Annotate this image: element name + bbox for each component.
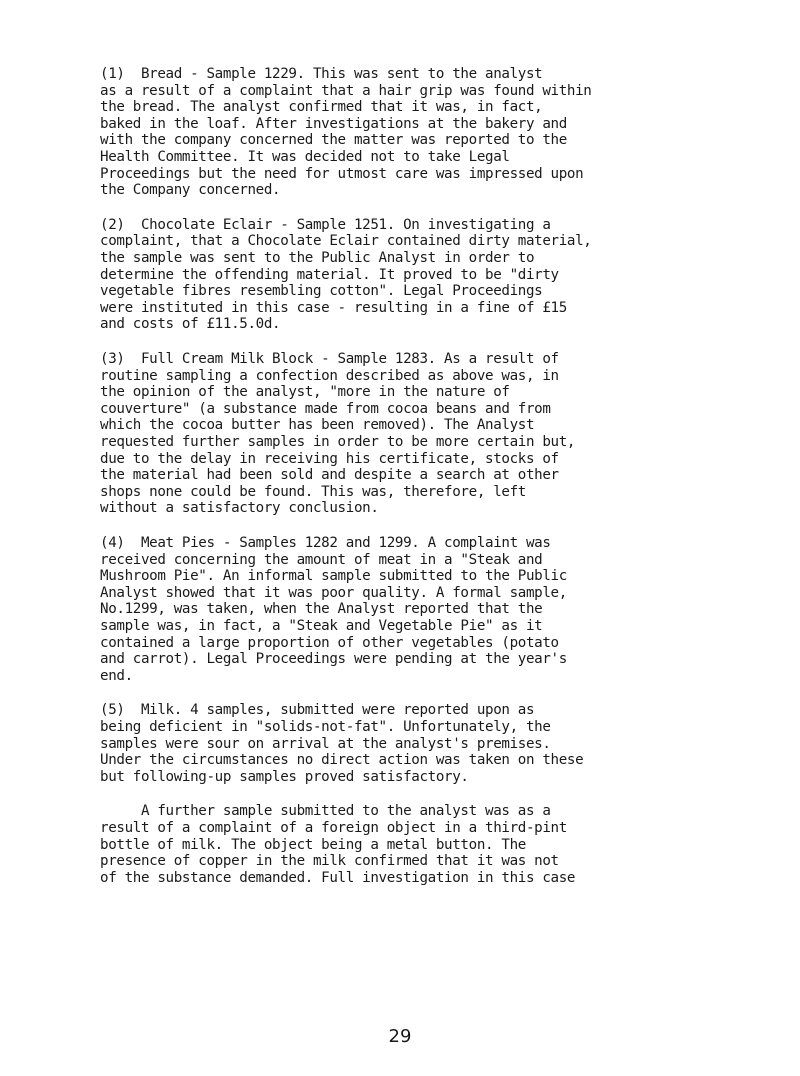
text-line: and carrot). Legal Proceedings were pending at the year's [100,651,567,668]
text-line: couverture" (a substance made from cocoa beans and from [100,400,551,417]
text-line: complaint, that a Chocolate Eclair contained dirty material, [100,233,592,250]
text-line: (1) Bread - Sample 1229. This was sent to the analyst [100,66,543,82]
paragraph-3 [100,351,780,517]
text-line: (5) Milk. 4 samples, submitted were reported upon as [100,702,535,719]
text-line: the opinion of the analyst, "more in the nature of [100,384,510,401]
text-line: of the substance demanded. Full investigation in this case [100,869,576,886]
text-line: the bread. The analyst confirmed that it was, in fact, [100,99,543,116]
text-line: Proceedings but the need for utmost care was impressed upon [100,165,584,182]
paragraph-4 [100,535,780,684]
text-line: contained a large proportion of other vegetables (potato [100,634,559,651]
paragraph-5 [100,702,780,785]
text-line: the material had been sold and despite a search at other [100,467,559,484]
paragraph-6-visible [100,803,780,886]
text-line: No.1299, was taken, when the Analyst reported that the [100,601,543,618]
text-line: (4) Meat Pies - Samples 1282 and 1299. A complaint was [100,535,551,551]
text-line: but following-up samples proved satisfactory. [100,768,469,785]
text-line: Health Committee. It was decided not to take Legal [100,148,510,165]
text-line: as a result of a complaint that a hair grip was found within [100,82,592,99]
text-line: bottle of milk. The object being a metal button. The [100,836,526,853]
text-line: presence of copper in the milk confirmed that it was not [100,853,559,870]
text-line: baked in the loaf. After investigations at the bakery and [100,115,567,132]
text-line: shops none could be found. This was, therefore, left [100,483,526,500]
text-line: end. [100,667,133,684]
text-line: determine the offending material. It proved to be "dirty [100,266,559,283]
text-line: with the company concerned the matter was reported to the [100,132,567,149]
text-line: due to the delay in receiving his certificate, stocks of [100,450,559,467]
text-line: (3) Full Cream Milk Block - Sample 1283. As a result of [100,351,559,367]
text-line: Analyst showed that it was poor quality. A formal sample, [100,584,567,601]
text-line: received concerning the amount of meat in a "Steak and [100,551,543,568]
text-line: Mushroom Pie". An informal sample submitted to the Public [100,568,567,585]
text-line: sample was, in fact, a "Steak and Vegetable Pie" as it [100,617,543,634]
text-line: without a satisfactory conclusion. [100,500,379,517]
text-line: the sample was sent to the Public Analyst in order to [100,249,535,266]
text-line: requested further samples in order to be more certain but, [100,433,576,450]
text-line: routine sampling a confection described as above was, in [100,367,559,384]
text-line: were instituted in this case - resulting in a fine of £15 [100,299,567,316]
text-line: vegetable fibres resembling cotton". Legal Proceedings [100,283,543,300]
text-line: samples were sour on arrival at the analyst's premises. [100,735,551,752]
text-line: the Company concerned. [100,182,281,199]
text-line: Under the circumstances no direct action was taken on these [100,752,584,769]
text-line: being deficient in "solids-not-fat". Unfortunately, the [100,718,551,735]
text-line: A further sample submitted to the analyst was as a [100,803,551,820]
page-number: 29 [388,1026,412,1047]
text-line: (2) Chocolate Eclair - Sample 1251. On investigating a [100,216,551,233]
text-line: which the cocoa butter has been removed). The Analyst [100,417,535,434]
text-line: and costs of £11.5.0d. [100,316,281,333]
text-line: result of a complaint of a foreign object in a third-pint [100,819,567,836]
paragraph-1 [100,66,780,199]
paragraph-2 [100,217,780,333]
